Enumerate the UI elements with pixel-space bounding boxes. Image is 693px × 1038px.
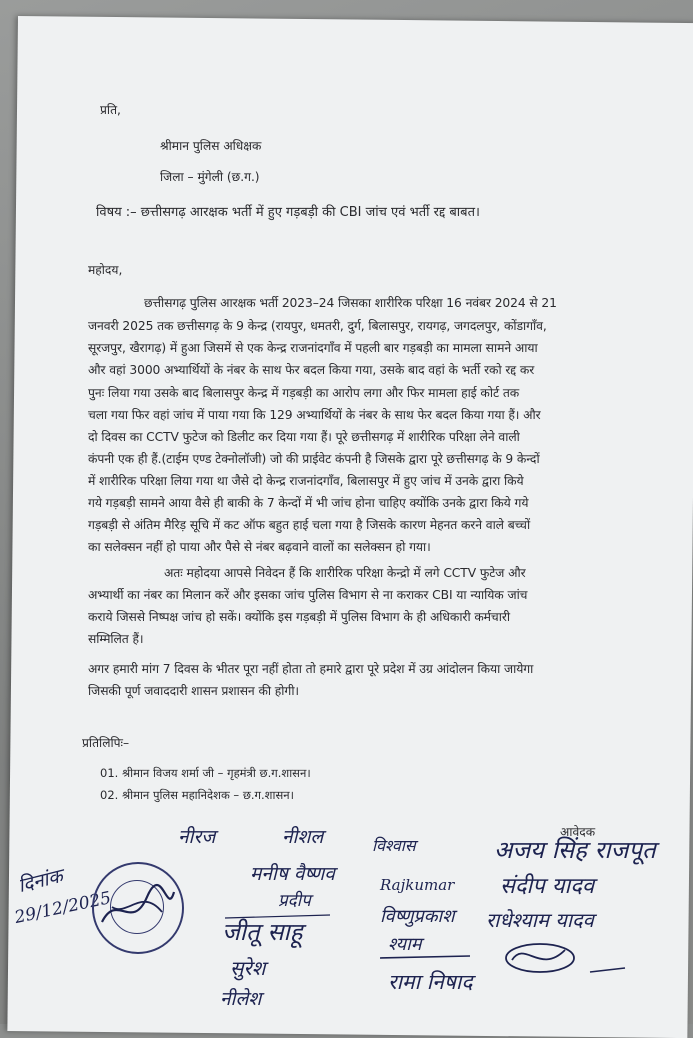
copy-label: प्रतिलिपिः– [82,736,130,750]
para2-line: अभ्यार्थी का नंबर का मिलान करें और इसका जांच पुलिस विभाग से ना कराकर CBI या न्यायिक जांच [88,588,528,602]
signature-name: नीरज [178,826,216,848]
para3-line: अगर हमारी मांग 7 दिवस के भीतर पूरा नहीं होता तो हमारे द्वारा पूरे प्रदेश में उग्र आंदोलन किया जायेगा [88,662,534,676]
para1-line: और वहां 3000 अभ्यार्थियों के नंबर के साथ फेर बदल किया गया, उसके बाद वहां के भर्ती रको रद्द कर [88,363,535,377]
applicant-label: आवेदक [560,825,596,839]
signature-name: सुरेश [230,956,266,980]
para1-line: पुनः लिया गया उसके बाद बिलासपुर केन्द्र में गड़बड़ी का आरोप लगा और फिर मामला हाई कोर्ट तक [88,386,520,400]
signature-name: श्याम [388,934,422,955]
signature-scribble [512,950,565,960]
para3-line: जिसकी पूर्ण जवाददारी शासन प्रशासन की होगी। [88,684,299,698]
signature-name: प्रदीप [278,891,311,911]
para1-line: दो दिवस का CCTV फुटेज को डिलीट कर दिया गया हैं। पूरे छत्तीसगढ़ में शारीरिक परिक्षा लेने वाली [88,430,520,444]
para2-line: अतः महोदया आपसे निवेदन हैं कि शारीरिक परिक्षा केन्द्रो में लगे CCTV फुटेज और [164,566,526,580]
district: जिला – मुंगेली (छ.ग.) [160,170,260,184]
signature-underline [380,956,470,958]
signature-name: विश्वास [372,836,416,855]
signature-dash [590,968,625,972]
para2-line: सम्मिलित हैं। [88,632,144,646]
handwritten-date-label: दिनांक [15,864,65,898]
handwritten-date: 29/12/2025 [12,888,113,928]
para1-line: गये गड़बड़ी सामने आया वैसे ही बाकी के 7 केन्दों में भी जांच होना चाहिए क्योंकि उनके द्वारा किये गये [88,496,529,510]
para1-line: जनवरी 2025 तक छत्तीसगढ़ के 9 केन्द्र (रायपुर, धमतरी, दुर्ग, बिलासपुर, रायगढ़, जगदलपुर, कोंडागाँव, [88,319,547,333]
signature-name: विष्णुप्रकाश [380,906,455,927]
signature-name: संदीप यादव [500,874,595,899]
signature-loop [506,944,574,972]
official-seal [92,862,184,954]
para1-line: चला गया फिर वहां जांच में पाया गया कि 129 अभ्यार्थियों के नंबर के साथ फेर बदल किया गया हैं। और [88,408,541,422]
para1-line: का सलेक्सन नहीं हो पाया और पैसे से नंबर बढ़वाने वालों का सलेक्सन हो गया। [88,540,431,554]
signature-name: अजय सिंह राजपूत [494,836,656,864]
seal-signature-scribble [92,862,180,950]
copy-item: 01. श्रीमान विजय शर्मा जी – गृहमंत्री छ.ग.शासन। [100,766,311,780]
copy-item: 02. श्रीमान पुलिस महानिदेशक – छ.ग.शासन। [100,788,294,802]
para2-line: कराये जिससे निष्पक्ष जांच हो सकें। क्योंकि इस गड़बड़ी में पुलिस विभाग के ही अधिकारी कर्मचारी [88,610,510,624]
para1-line: छत्तीसगढ़ पुलिस आरक्षक भर्ती 2023–24 जिसका शारीरिक परिक्षा 16 नवंबर 2024 से 21 [144,296,557,310]
signature-name: नीशल [282,826,324,848]
para1-line: गड़बड़ी से अंतिम मैरिड़ सूचि में कट ऑफ बहुत हाई चला गया है जिसके कारण मेहनत करने वाले बच्चों [88,518,531,532]
signature-name: रामा निषाद [388,970,473,994]
para1-line: कंपनी एक ही हैं.(टाईम एण्ड टेक्नोलॉजी) जो की प्राईवेट कंपनी है जिसके द्वारा पूरे छत्तीसगढ़ के 9 केन्दों [88,452,540,466]
signature-name: नीलेश [220,988,262,1010]
prati: प्रति, [100,103,121,117]
signature-name: मनीष वैष्णव [250,863,335,885]
signature-name: Rajkumar [380,876,455,894]
signature-name: जीतू साहू [222,918,303,946]
para1-line: में शारीरिक परिक्षा लिया गया था जैसे दो केन्द्र राजनांदगाँव, बिलासपुर में हुए जांच में उनके द्वारा किये [88,474,524,488]
subject-line: विषय :– छत्तीसगढ़ आरक्षक भर्ती में हुए गड़बड़ी की CBI जांच एवं भर्ती रद्द बाबत। [96,205,480,220]
salutation: महोदय, [88,263,123,277]
addressee: श्रीमान पुलिस अधिक्षक [160,139,262,153]
para1-line: सूरजपुर, खैरागढ़) में हुआ जिसमें से एक केन्द्र राजनांदगाँव में पहली बार गड़बड़ी का मामला सामने आया [88,341,538,355]
signature-name: राधेश्याम यादव [486,908,594,932]
